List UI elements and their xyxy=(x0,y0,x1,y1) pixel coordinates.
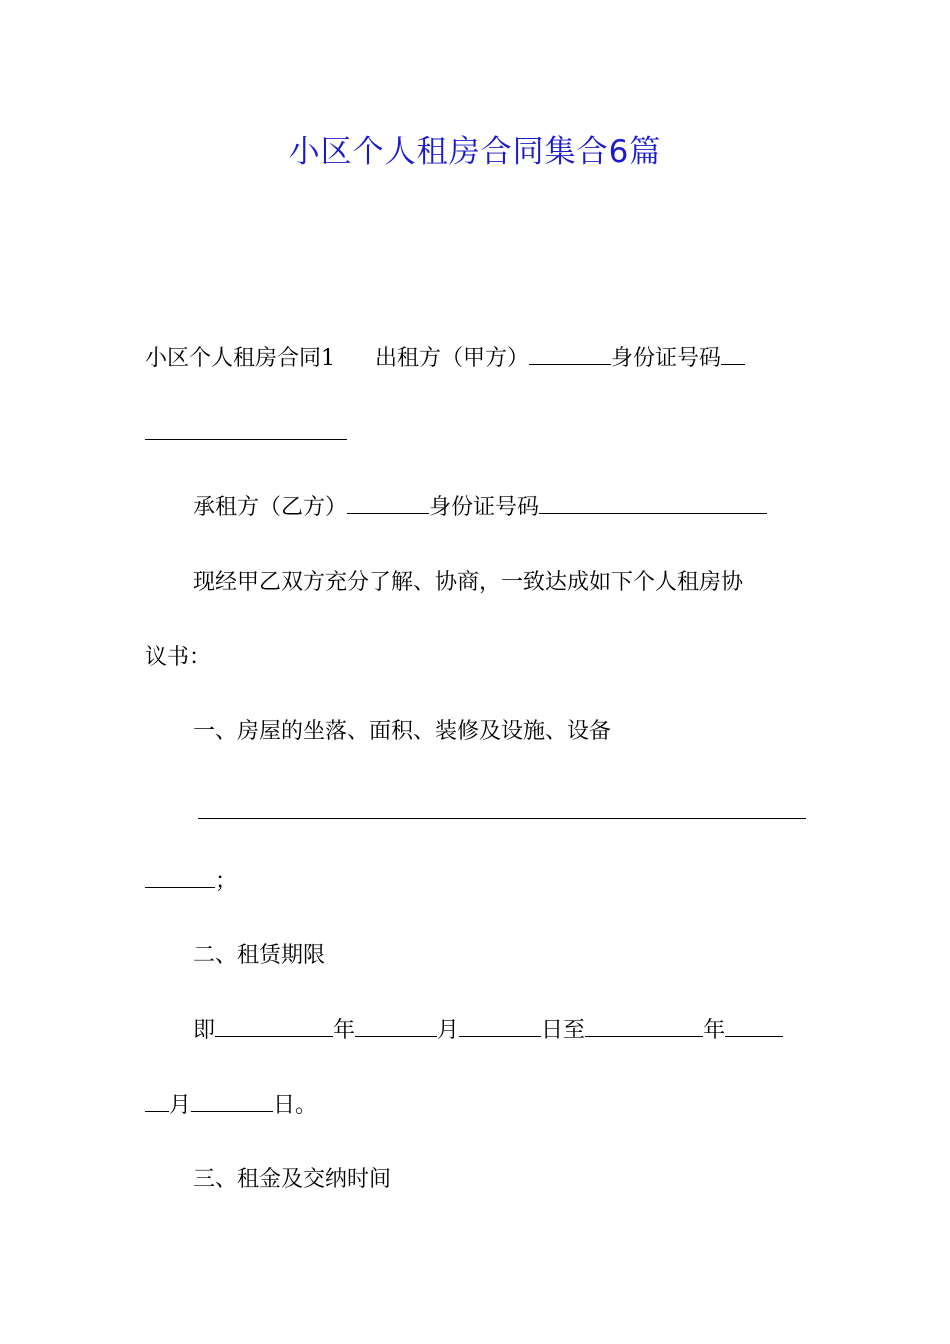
start-year-label: 年 xyxy=(333,1018,356,1043)
start-month-label: 月 xyxy=(437,1018,460,1043)
lease-term-prefix: 即 xyxy=(193,1018,216,1043)
end-month-label: 月 xyxy=(169,1093,192,1118)
lessee-label: 承租方（乙方） xyxy=(193,495,348,520)
agreement-intro-line1: 现经甲乙双方充分了解、协商，一致达成如下个人租房协 xyxy=(193,570,744,595)
lessee-line xyxy=(193,490,767,526)
section-1-end-line xyxy=(145,864,237,900)
lessor-id-label: 身份证号码 xyxy=(611,346,722,371)
end-year-label: 年 xyxy=(703,1018,726,1043)
lease-term-line xyxy=(193,1013,783,1049)
section-3-heading: 三、租金及交纳时间 xyxy=(193,1167,392,1192)
section-1-heading: 一、房屋的坐落、面积、装修及设施、设备 xyxy=(193,719,612,744)
document-title: 小区个人租房合同集合6篇 xyxy=(288,134,662,170)
start-year-blank xyxy=(215,1016,333,1037)
section-1-blank xyxy=(145,867,215,888)
section-1-semicolon: ； xyxy=(215,869,238,894)
lessee-name-blank xyxy=(347,493,429,514)
contract-heading: 小区个人租房合同1 xyxy=(145,346,335,371)
end-day-blank xyxy=(191,1091,273,1112)
lessor-id-blank xyxy=(721,344,745,365)
contract-1-first-line xyxy=(145,341,745,377)
section-1-fill-rule xyxy=(198,818,806,819)
start-day-blank xyxy=(459,1016,541,1037)
lessor-label: 出租方（甲方） xyxy=(375,346,530,371)
agreement-intro-line2: 议书： xyxy=(145,645,212,670)
end-day-label: 日。 xyxy=(273,1093,318,1118)
lessor-id-blank-cont xyxy=(145,419,347,440)
end-month-blank xyxy=(725,1016,783,1037)
end-month-blank-cont xyxy=(145,1091,169,1112)
lease-term-continuation xyxy=(145,1088,317,1124)
start-month-blank xyxy=(355,1016,437,1037)
start-day-label: 日至 xyxy=(541,1018,586,1043)
lessor-id-continuation xyxy=(145,416,347,452)
lessee-id-label: 身份证号码 xyxy=(429,495,540,520)
lessor-name-blank xyxy=(529,344,611,365)
section-2-heading: 二、租赁期限 xyxy=(193,943,326,968)
lessee-id-blank xyxy=(539,493,767,514)
end-year-blank xyxy=(585,1016,703,1037)
